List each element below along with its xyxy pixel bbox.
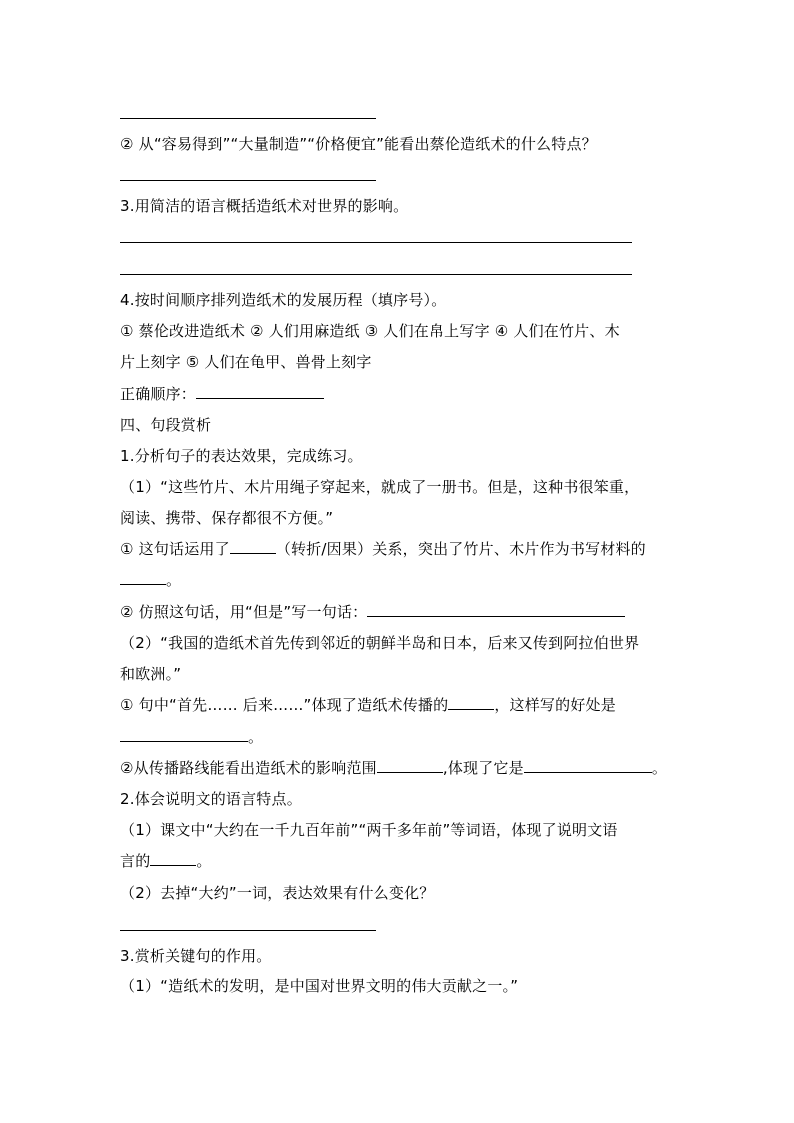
sentence-1: （1）“这些竹片、木片用绳子穿起来，就成了一册书。但是，这种书很笨重， — [120, 478, 640, 496]
answer-blank[interactable] — [196, 384, 324, 399]
question-text: ② 仿照这句话，用“但是”写一句话： — [120, 603, 368, 621]
answer-blank[interactable] — [120, 570, 166, 585]
question-text: 。 — [248, 728, 264, 746]
question-3: 3.用简洁的语言概括造纸术对世界的影响。 — [120, 197, 409, 215]
question-4-answer — [120, 384, 324, 404]
question-text: （转折/因果）关系，突出了竹片、木片作为书写材料的 — [275, 540, 646, 558]
answer-blank[interactable] — [150, 851, 196, 866]
question-text: ，这样写的好处是 — [494, 696, 616, 714]
answer-label: 正确顺序： — [120, 385, 197, 403]
sentence-2-question-b — [120, 758, 667, 778]
section-4-question-2: 2.体会说明文的语言特点。 — [120, 790, 302, 808]
language-question-1-cont — [120, 851, 212, 871]
question-text: 。 — [651, 759, 668, 777]
answer-line — [120, 118, 376, 119]
answer-line — [120, 274, 632, 275]
answer-line — [120, 930, 376, 931]
sentence-1-question-b — [120, 602, 625, 622]
sentence-1-question-a-cont — [120, 570, 181, 590]
question-text: 言的 — [120, 852, 151, 870]
answer-blank[interactable] — [367, 602, 625, 617]
question-text: ① 这句话运用了 — [120, 540, 230, 558]
sentence-2-question-a-cont — [120, 727, 263, 747]
sentence-2-question-a — [120, 695, 616, 715]
answer-blank[interactable] — [377, 758, 443, 773]
key-sentence-1: （1）“造纸术的发明，是中国对世界文明的伟大贡献之一。” — [120, 977, 519, 995]
sentence-1-question-a — [120, 539, 646, 559]
answer-line — [120, 180, 376, 181]
section-4-title: 四、句段赏析 — [120, 416, 212, 434]
question-text: 。 — [196, 852, 212, 870]
question-4-options: ① 蔡伦改进造纸术 ② 人们用麻造纸 ③ 人们在帛上写字 ④ 人们在竹片、木 — [120, 322, 620, 340]
sentence-2: 和欧洲。” — [120, 665, 182, 683]
question-4: 4.按时间顺序排列造纸术的发展历程（填序号）。 — [120, 291, 447, 309]
answer-blank[interactable] — [524, 758, 652, 773]
question-4-options: 片上刻字 ⑤ 人们在龟甲、兽骨上刻字 — [120, 353, 372, 371]
question-2-2: ② 从“容易得到”“大量制造”“价格便宜”能看出蔡伦造纸术的什么特点？ — [120, 135, 597, 153]
question-text: 。 — [166, 571, 182, 589]
answer-blank[interactable] — [120, 727, 248, 742]
language-question-1: （1）课文中“大约在一千九百年前”“两千多年前”等词语，体现了说明文语 — [120, 821, 618, 839]
answer-line — [120, 242, 632, 243]
section-4-question-1: 1.分析句子的表达效果，完成练习。 — [120, 447, 363, 465]
section-4-question-3: 3.赏析关键句的作用。 — [120, 947, 272, 965]
sentence-1: 阅读、携带、保存都很不方便。” — [120, 509, 334, 527]
language-question-2: （2）去掉“大约”一词，表达效果有什么变化？ — [120, 884, 435, 902]
question-text: ① 句中“首先…… 后来……”体现了造纸术传播的 — [120, 696, 449, 714]
question-text: ,体现了它是 — [442, 759, 524, 777]
sentence-2: （2）“我国的造纸术首先传到邻近的朝鲜半岛和日本，后来又传到阿拉伯世界 — [120, 634, 640, 652]
answer-blank[interactable] — [230, 539, 276, 554]
answer-blank[interactable] — [448, 695, 494, 710]
question-text: ②从传播路线能看出造纸术的影响范围 — [120, 759, 377, 777]
